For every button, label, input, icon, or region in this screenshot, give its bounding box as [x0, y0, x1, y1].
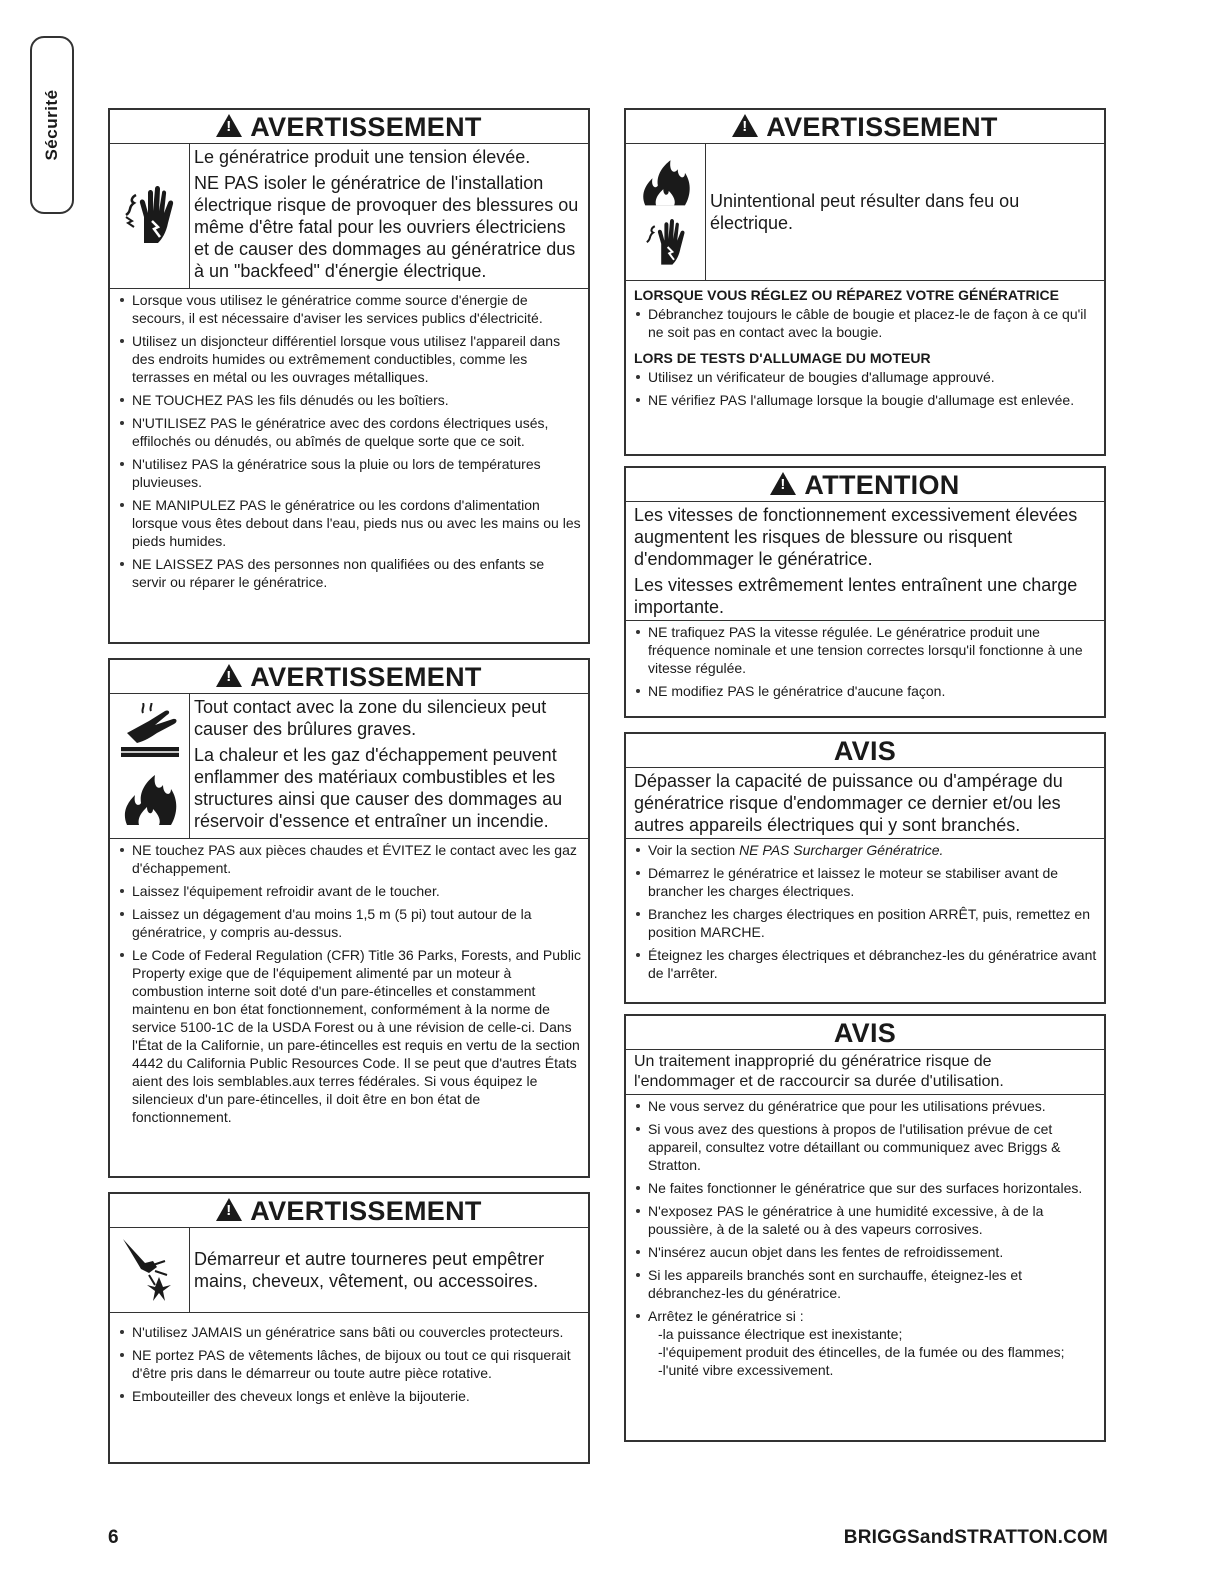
warning-triangle-icon: [216, 664, 242, 687]
sub-item: -la puissance électrique est inexistante;: [658, 1326, 903, 1342]
list-item: Arrêtez le génératrice si : -la puissance électrique est inexistante; -l'équipement produit des étincelles, de la fumée ou des flammes; -l'unité vibre excessivement.: [634, 1307, 1098, 1379]
section-heading: LORSQUE VOUS RÉGLEZ OU RÉPAREZ VOTRE GÉNÉRATRICE: [634, 287, 1059, 303]
warning-header: !AVERTISSEMENT: [110, 1194, 588, 1228]
list-item: Utilisez un vérificateur de bougies d'allumage approuvé.: [634, 368, 1098, 386]
sub-item: -l'équipement produit des étincelles, de la fumée ou des flammes;: [658, 1344, 1065, 1360]
hot-surface-icon: [119, 703, 181, 761]
notice-box-overload: [624, 732, 1106, 1004]
intro-text: Le génératrice produit une tension élevée.: [194, 147, 531, 167]
intro-text: Démarreur et autre tourneres peut empêtrer mains, cheveux, vêtement, ou accessoires.: [194, 1249, 545, 1291]
intro-text: Les vitesses de fonctionnement excessivement élevées augmentent les risques de blessure ou risquent d'endommager le génératrice.: [634, 505, 1078, 569]
list-item: NE modifiez PAS le génératrice d'aucune façon.: [634, 682, 1098, 700]
list-item: Utilisez un disjoncteur différentiel lorsque vous utilisez l'appareil dans des endroits humides ou extrêmement conductibles, comme les terrasses en métal ou les ouvrages métalliques.: [118, 332, 582, 386]
list-item: NE TOUCHEZ PAS les fils dénudés ou les boîtiers.: [118, 391, 582, 409]
list-item: NE touchez PAS aux pièces chaudes et ÉVITEZ le contact avec les gaz d'échappement.: [118, 841, 582, 877]
intro-text: Tout contact avec la zone du silencieux peut causer des brûlures graves.: [194, 697, 547, 739]
list-item: Si les appareils branchés sont en surchauffe, éteignez-les et débranchez-les du génératrice.: [634, 1266, 1098, 1302]
warning-triangle-icon: [216, 114, 242, 137]
list-item: Démarrez le génératrice et laissez le moteur se stabiliser avant de brancher les charges électriques.: [634, 864, 1098, 900]
intro-text: Un traitement inapproprié du génératrice risque de l'endommager et de raccourcir sa durée d'utilisation.: [634, 1053, 1004, 1090]
warning-header: ! AVERTISSEMENT: [110, 110, 588, 144]
list-item: N'utilisez PAS la génératrice sous la pluie ou lors de températures pluvieuses.: [118, 455, 582, 491]
list-item: NE vérifiez PAS l'allumage lorsque la bougie d'allumage est enlevée.: [634, 391, 1098, 409]
list-item: NE trafiquez PAS la vitesse régulée. Le génératrice produit une fréquence nominale et une tension correctes lorsqu'il fonctionne à une vitesse régulée.: [634, 623, 1098, 677]
side-tab-label: Sécurité: [42, 89, 61, 161]
shock-icon: [122, 181, 178, 251]
intro-text: Les vitesses extrêmement lentes entraînent une charge importante.: [634, 575, 1078, 617]
shock-icon: [643, 215, 689, 271]
notice-header: AVIS: [626, 734, 1104, 768]
page-number: 6: [108, 1527, 119, 1548]
intro-text: Unintentional peut résulter dans feu ou électrique.: [710, 191, 1020, 233]
list-item: Le Code of Federal Regulation (CFR) Title 36 Parks, Forests, and Public Property exige que de l'équipement alimenté par un moteur à combustion interne soit doté d'un pare-étincelles et constamment maintenu en bon état fonctionnement, conformément à la norme de service 5100-1C de la USDA Forest ou à une révision de celle-ci. Dans l'État de la Californie, un pare-étincelles est requis en vertu de la section 4442 du California Public Resources Code. Il se peut que d'autres États aient des lois semblables.aux terres fédérales. Si vous équipez le silencieux d'un pare-étincelles, il doit être en bon état de fonctionnement.: [118, 946, 582, 1126]
list-item: Voir la section NE PAS Surcharger Génératrice.: [634, 841, 1098, 859]
list-item: Laissez un dégagement d'au moins 1,5 m (5 pi) tout autour de la génératrice, y compris au-dessus.: [118, 905, 582, 941]
warning-box-fire: [624, 108, 1106, 456]
warning-triangle-icon: [732, 114, 758, 137]
list-item: Éteignez les charges électriques et débranchez-les du génératrice avant de l'arrêter.: [634, 946, 1098, 982]
list-item: N'UTILISEZ PAS le génératrice avec des cordons électriques usés, effilochés ou dénudés, ou abîmés de quelque sorte que ce soit.: [118, 414, 582, 450]
notice-header: AVIS: [626, 1016, 1104, 1050]
list-item: N'utilisez JAMAIS un génératrice sans bâti ou couvercles protecteurs.: [118, 1323, 582, 1341]
list-item: Ne vous servez du génératrice que pour les utilisations prévues.: [634, 1097, 1098, 1115]
list-item: NE MANIPULEZ PAS le génératrice ou les cordons d'alimentation lorsque vous êtes debout dans l'eau, pieds nus ou avec les mains ou les pieds humides.: [118, 496, 582, 550]
section-heading: LORS DE TESTS D'ALLUMAGE DU MOTEUR: [634, 350, 931, 366]
warning-header: !AVERTISSEMENT: [626, 110, 1104, 144]
warning-triangle-icon: [770, 472, 796, 495]
list-item: Branchez les charges électriques en position ARRÊT, puis, remettez en position MARCHE.: [634, 905, 1098, 941]
list-item: Si vous avez des questions à propos de l'utilisation prévue de cet appareil, consultez votre détaillant ou communiquez avec Briggs & Stratton.: [634, 1120, 1098, 1174]
notice-box-handling: [624, 1014, 1106, 1442]
warning-box-hot-surface: [108, 658, 590, 1178]
warning-box-entanglement: [108, 1192, 590, 1464]
warning-triangle-icon: [216, 1198, 242, 1221]
list-item: Ne faites fonctionner le génératrice que sur des surfaces horizontales.: [634, 1179, 1098, 1197]
intro-text: Dépasser la capacité de puissance ou d'ampérage du génératrice risque d'endommager ce dernier et/ou les autres appareils électriques qui y sont branchés.: [634, 771, 1063, 835]
intro-text: La chaleur et les gaz d'échappement peuvent enflammer des matériaux combustibles et les structures ainsi que causer des dommages au réservoir d'essence et entraîner un incendie.: [194, 745, 563, 831]
caution-box: [624, 466, 1106, 718]
section-reference: NE PAS Surcharger Génératrice.: [739, 842, 944, 858]
caution-header: !ATTENTION: [626, 468, 1104, 502]
list-item: Laissez l'équipement refroidir avant de le toucher.: [118, 882, 582, 900]
list-item: Débranchez toujours le câble de bougie et placez-le de façon à ce qu'il ne soit pas en contact avec la bougie.: [634, 305, 1098, 341]
list-item: N'exposez PAS le génératrice à une humidité excessive, à de la poussière, à de la saleté ou à des vapeurs corrosives.: [634, 1202, 1098, 1238]
fire-icon: [637, 153, 695, 209]
list-item: NE portez PAS de vêtements lâches, de bijoux ou tout ce qui risquerait d'être pris dans le démarreur ou toute autre pièce rotative.: [118, 1346, 582, 1382]
list-item: NE LAISSEZ PAS des personnes non qualifiées ou des enfants se servir ou réparer le génératrice.: [118, 555, 582, 591]
intro-text: NE PAS isoler le génératrice de l'installation électrique risque de provoquer des blessures ou même d'être fatal pour les ouvriers électriciens et de causer des dommages au génératrice dus à un "backfeed" d'énergie électrique.: [194, 173, 579, 281]
list-item: Lorsque vous utilisez le génératrice comme source d'énergie de secours, il est nécessaire d'aviser les services publics d'électricité.: [118, 291, 582, 327]
warning-header: !AVERTISSEMENT: [110, 660, 588, 694]
side-tab: [30, 36, 74, 214]
fire-icon: [119, 767, 181, 829]
list-item: N'insérez aucun objet dans les fentes de refroidissement.: [634, 1243, 1098, 1261]
website-url: BRIGGSandSTRATTON.COM: [843, 1527, 1108, 1548]
entanglement-icon: [119, 1235, 181, 1305]
list-item: Embouteiller des cheveux longs et enlève la bijouterie.: [118, 1387, 582, 1405]
warning-box-electrical: [108, 108, 590, 644]
sub-item: -l'unité vibre excessivement.: [658, 1362, 834, 1378]
